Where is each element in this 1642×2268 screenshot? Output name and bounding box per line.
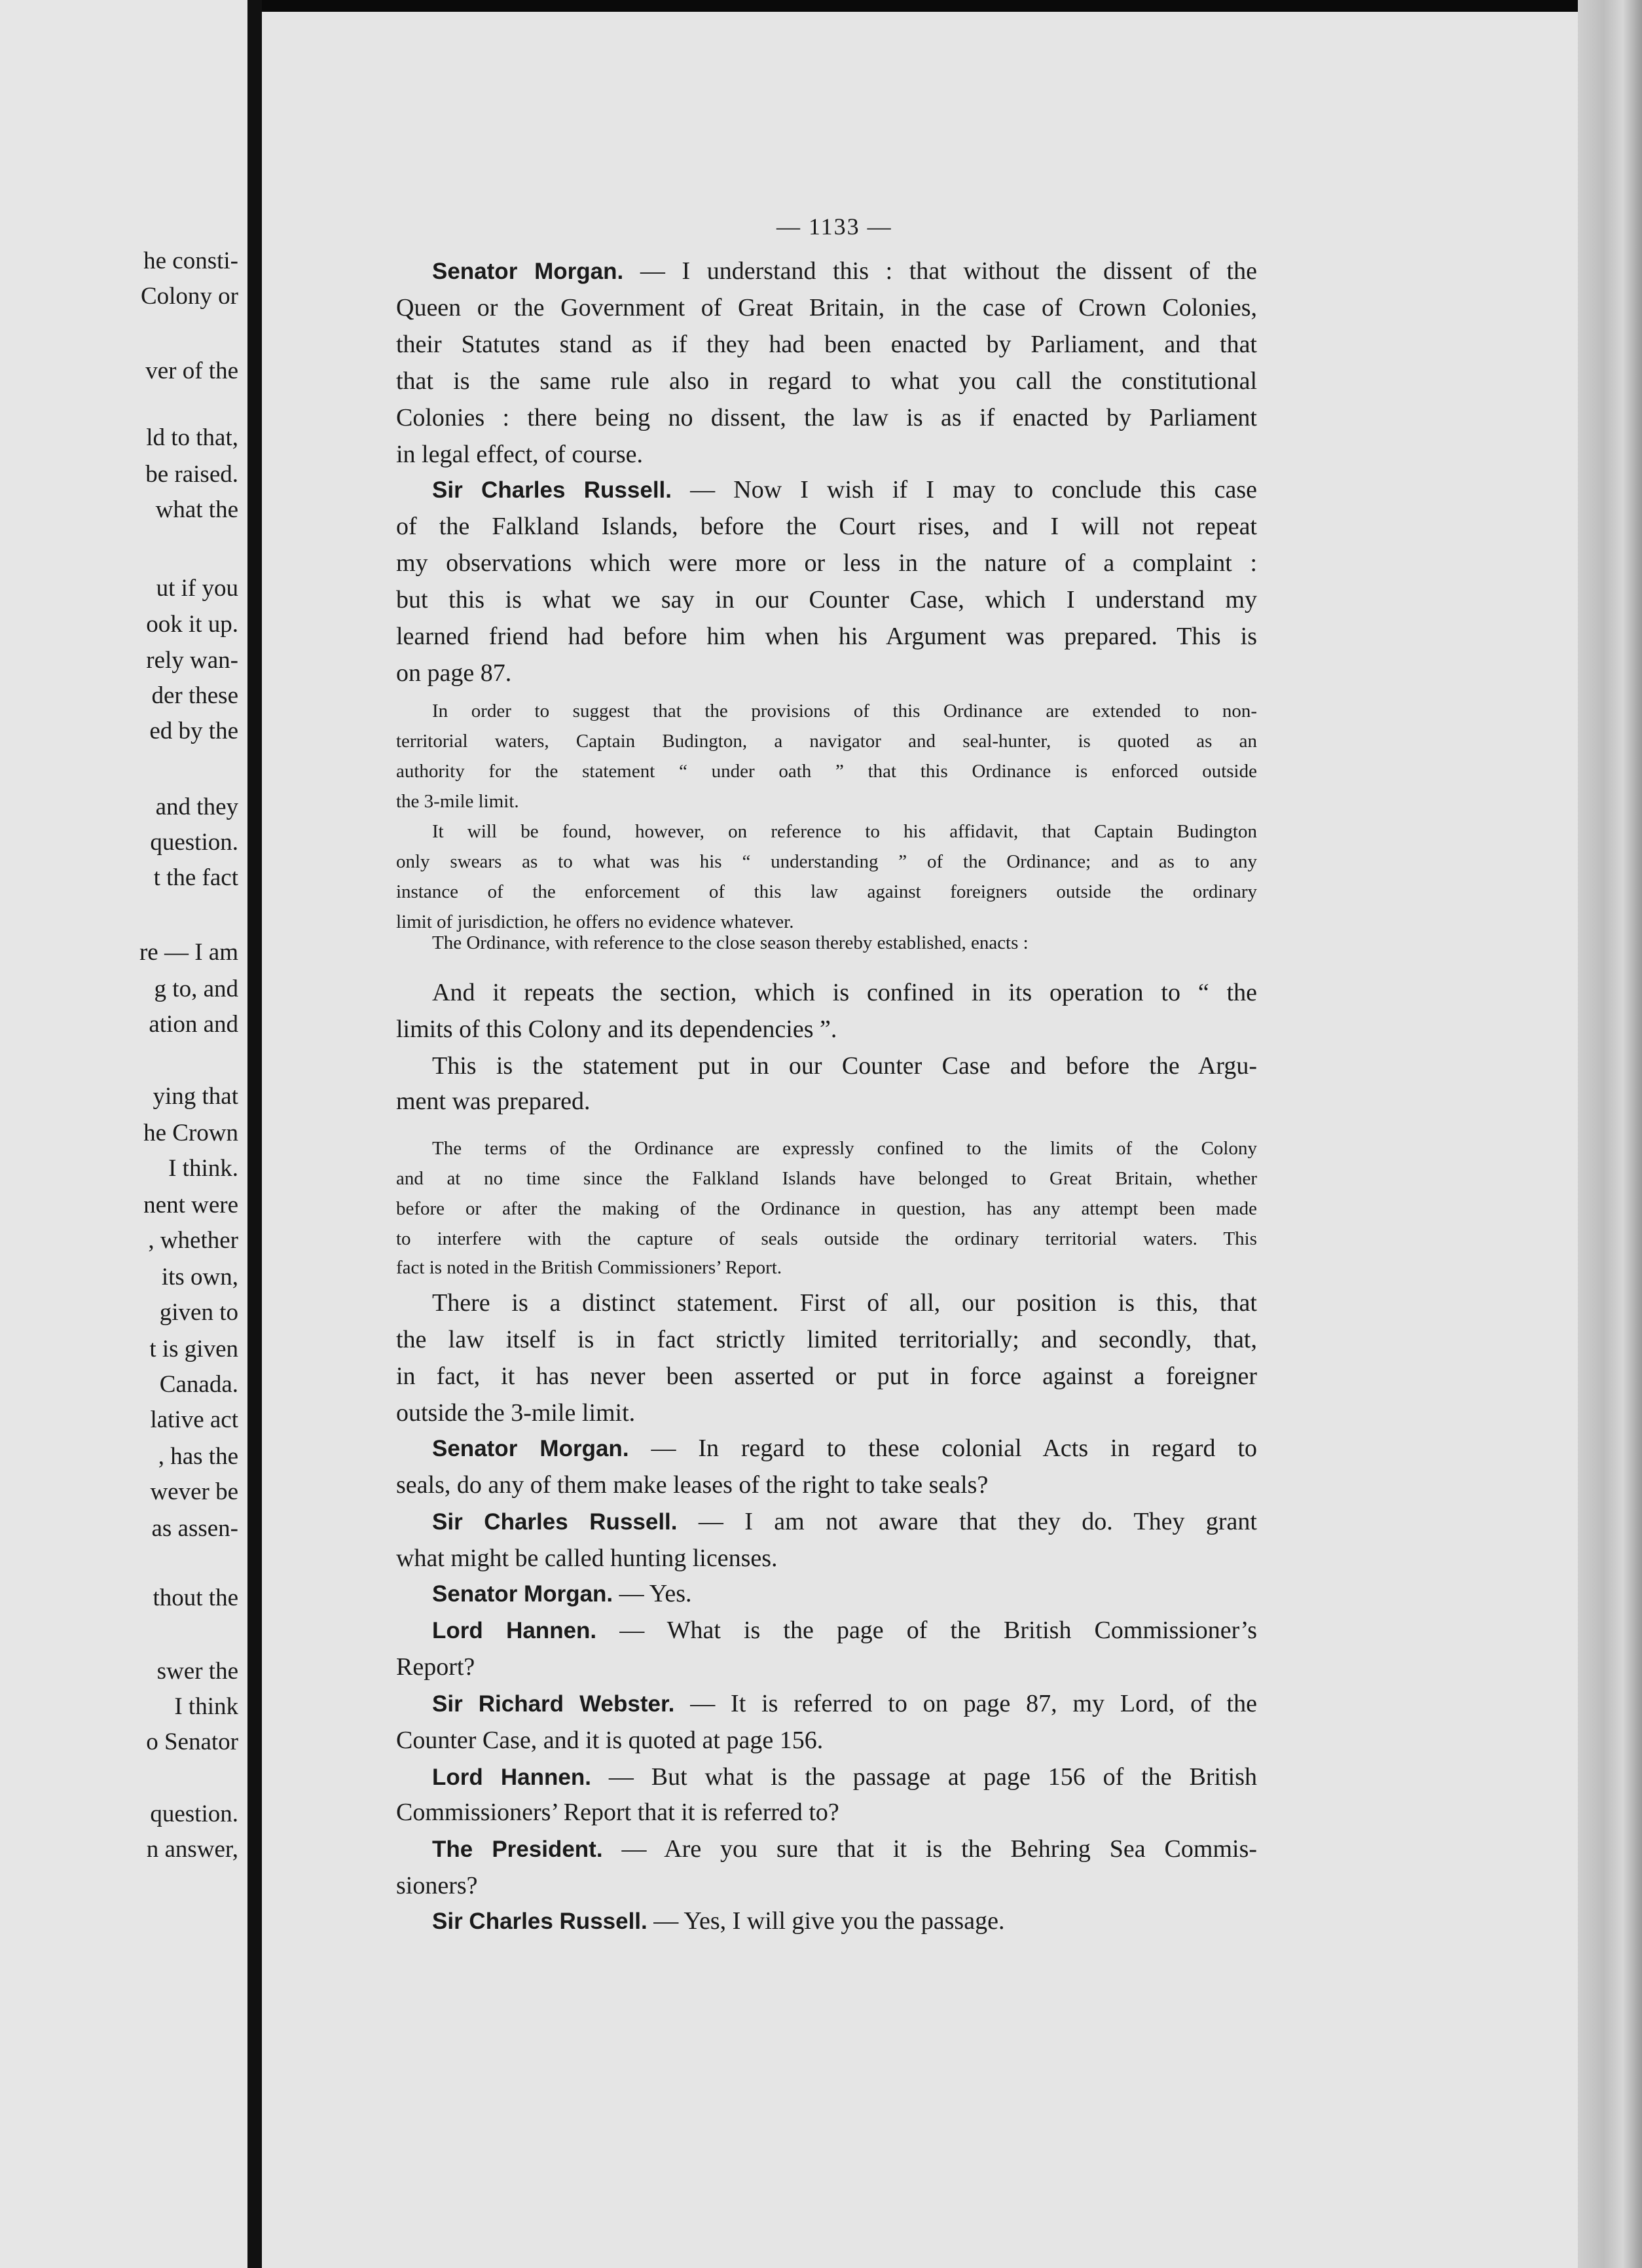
line-text: Commissioners’ Report that it is referred to? <box>396 1799 839 1826</box>
line-text: but this is what we say in our Counter Case, which I understand my <box>396 586 1257 613</box>
line-text: instance of the enforcement of this law against foreigners outside the ordinary <box>396 881 1257 902</box>
text-line <box>396 701 1257 722</box>
speaker-name: Sir Charles Russell. <box>432 477 672 503</box>
line-text: authority for the statement “ under oath ” that this Ordinance is enforced outside <box>396 761 1257 782</box>
left-page-line: , whether <box>148 1227 238 1254</box>
text-line <box>396 881 1257 903</box>
text-line <box>396 1052 1257 1080</box>
text-line <box>396 1257 1257 1279</box>
text-line <box>396 549 1257 577</box>
speaker-line <box>396 1616 1257 1645</box>
text-line <box>396 440 1257 469</box>
left-page-line: I think. <box>168 1155 238 1182</box>
speaker-line <box>396 1434 1257 1463</box>
text-line <box>396 293 1257 322</box>
text-line <box>396 851 1257 873</box>
book-gutter <box>247 0 262 2268</box>
left-page-line: ook it up. <box>146 611 238 638</box>
left-page-line: lative act <box>150 1406 238 1433</box>
line-text: the law itself is in fact strictly limited territorially; and secondly, that, <box>396 1326 1257 1353</box>
left-page-line: ed by the <box>149 718 238 744</box>
left-page-line: t the fact <box>153 864 238 891</box>
text-line <box>396 1198 1257 1220</box>
left-page-line: its own, <box>161 1264 238 1290</box>
speaker-name: Senator Morgan. <box>432 1581 613 1607</box>
left-page-line: he Crown <box>143 1120 238 1146</box>
speaker-name: Sir Richard Webster. <box>432 1691 675 1717</box>
left-page-line: ut if you <box>156 575 238 602</box>
line-text: learned friend had before him when his Argument was prepared. This is <box>396 623 1257 650</box>
line-text: — Yes. <box>613 1580 692 1607</box>
left-page-line: , has the <box>158 1443 238 1470</box>
text-line <box>396 622 1257 651</box>
line-text: Report? <box>396 1653 475 1681</box>
speaker-line <box>396 1579 1257 1608</box>
line-text: the 3-mile limit. <box>396 791 519 812</box>
line-text: in legal effect, of course. <box>396 441 644 468</box>
line-text: what might be called hunting licenses. <box>396 1545 778 1572</box>
line-text: fact is noted in the British Commissioners’ Report. <box>396 1257 782 1278</box>
text-line <box>396 932 1257 954</box>
text-line <box>396 330 1257 359</box>
left-page-line: n answer, <box>146 1836 238 1863</box>
left-page-line: der these <box>151 682 238 709</box>
line-text: outside the 3-mile limit. <box>396 1399 636 1427</box>
left-page-line: Canada. <box>159 1371 238 1398</box>
line-text: my observations which were more or less in the nature of a complaint : <box>396 549 1257 577</box>
left-page-line: rely wan- <box>146 647 238 674</box>
line-text: — In regard to these colonial Acts in regard to <box>629 1435 1258 1462</box>
text-line <box>396 791 1257 813</box>
speaker-name: Sir Charles Russell. <box>432 1909 648 1934</box>
left-page-line: ld to that, <box>146 424 238 451</box>
text-line <box>396 1871 1257 1900</box>
line-text: on page 87. <box>396 659 512 687</box>
line-text: — I understand this : that without the dissent of the <box>623 257 1257 285</box>
left-page-line: ation and <box>149 1011 238 1038</box>
speaker-line <box>396 257 1257 285</box>
line-text: ment was prepared. <box>396 1088 591 1115</box>
left-page-line: nent were <box>143 1192 238 1218</box>
speaker-name: Senator Morgan. <box>432 1436 629 1461</box>
text-line <box>396 1471 1257 1499</box>
left-page-line: o Senator <box>146 1728 238 1755</box>
speaker-line <box>396 1507 1257 1536</box>
left-page-line: he consti- <box>143 247 238 274</box>
text-line <box>396 585 1257 614</box>
line-text: — I am not aware that they do. They grant <box>677 1508 1257 1535</box>
text-line <box>396 1087 1257 1116</box>
text-line <box>396 761 1257 782</box>
line-text: their Statutes stand as if they had been enacted by Parliament, and that <box>396 331 1257 358</box>
line-text: in fact, it has never been asserted or put in force against a foreigner <box>396 1363 1257 1390</box>
text-line <box>396 1289 1257 1317</box>
left-page-line: as assen- <box>151 1515 238 1542</box>
text-line <box>396 1653 1257 1681</box>
left-page-fragment <box>0 0 247 2268</box>
line-text: And it repeats the section, which is confined in its operation to “ the <box>432 979 1257 1006</box>
text-line <box>396 1362 1257 1391</box>
text-line <box>396 1544 1257 1573</box>
line-text: — Yes, I will give you the passage. <box>647 1907 1005 1935</box>
line-text: sioners? <box>396 1872 478 1899</box>
left-page-line: given to <box>159 1299 238 1326</box>
left-page-line: question. <box>150 829 238 856</box>
left-page-line: and they <box>155 794 238 820</box>
text-line <box>396 821 1257 843</box>
line-text: limits of this Colony and its dependencies ”. <box>396 1015 837 1043</box>
left-page-line: wever be <box>150 1478 238 1505</box>
text-line <box>396 1325 1257 1354</box>
text-line <box>396 1168 1257 1190</box>
text-line <box>396 512 1257 541</box>
text-line <box>396 367 1257 395</box>
line-text: This is the statement put in our Counter Case and before the Argu- <box>432 1052 1257 1080</box>
line-text: limit of jurisdiction, he offers no evidence whatever. <box>396 911 794 932</box>
text-line <box>396 731 1257 752</box>
line-text: territorial waters, Captain Budington, a navigator and seal-hunter, is quoted as an <box>396 731 1257 752</box>
speaker-name: Lord Hannen. <box>432 1618 597 1643</box>
line-text: There is a distinct statement. First of all, our position is this, that <box>432 1289 1257 1317</box>
line-text: In order to suggest that the provisions of this Ordinance are extended to non- <box>432 701 1257 722</box>
line-text: before or after the making of the Ordinance in question, has any attempt been made <box>396 1198 1257 1219</box>
line-text: Colonies : there being no dissent, the law is as if enacted by Parliament <box>396 404 1257 431</box>
left-page-line: question. <box>150 1801 238 1827</box>
line-text: only swears as to what was his “ understanding ” of the Ordinance; and as to any <box>396 851 1257 872</box>
line-text: and at no time since the Falkland Islands have belonged to Great Britain, whether <box>396 1168 1257 1189</box>
left-page-line: what the <box>155 496 238 523</box>
text-line <box>396 1798 1257 1827</box>
line-text: — But what is the passage at page 156 of the British <box>591 1763 1257 1791</box>
left-page-line: swer the <box>156 1658 238 1685</box>
speaker-line <box>396 1835 1257 1863</box>
speaker-line <box>396 1689 1257 1718</box>
left-page-line: re — I am <box>139 939 238 966</box>
left-page-line: ying that <box>153 1083 238 1110</box>
transcript-body <box>396 0 1257 1964</box>
line-text: Counter Case, and it is quoted at page 156. <box>396 1727 824 1754</box>
speaker-line <box>396 475 1257 504</box>
text-line <box>396 911 1257 933</box>
left-page-line: t is given <box>149 1336 238 1363</box>
line-text: that is the same rule also in regard to what you call the constitutional <box>396 367 1257 395</box>
speaker-name: Sir Charles Russell. <box>432 1509 678 1535</box>
line-text: The Ordinance, with reference to the close season thereby established, enacts : <box>432 932 1029 953</box>
text-line <box>396 659 1257 687</box>
line-text: The terms of the Ordinance are expressly confined to the limits of the Colony <box>432 1138 1257 1159</box>
line-text: — It is referred to on page 87, my Lord, of the <box>674 1690 1257 1717</box>
left-page-line: thout the <box>153 1584 238 1611</box>
speaker-line <box>396 1763 1257 1791</box>
left-page-line: g to, and <box>154 976 238 1002</box>
left-page-line: ver of the <box>145 357 238 384</box>
line-text: — What is the page of the British Commissioner’s <box>596 1617 1257 1644</box>
line-text: of the Falkland Islands, before the Court rises, and I will not repeat <box>396 513 1257 540</box>
line-text: — Are you sure that it is the Behring Sea Commis- <box>602 1835 1258 1863</box>
text-line <box>396 978 1257 1007</box>
text-line <box>396 1726 1257 1755</box>
line-text: It will be found, however, on reference to his affidavit, that Captain Budington <box>432 821 1257 842</box>
text-line <box>396 1399 1257 1427</box>
speaker-line <box>396 1907 1257 1935</box>
speaker-name: Lord Hannen. <box>432 1765 591 1790</box>
line-text: — Now I wish if I may to conclude this case <box>672 476 1257 503</box>
left-page-line: be raised. <box>145 461 238 488</box>
page-edge <box>1578 0 1642 2268</box>
text-line <box>396 403 1257 432</box>
speaker-name: Senator Morgan. <box>432 259 624 284</box>
left-page-line: I think <box>174 1693 238 1720</box>
left-page-line: Colony or <box>140 283 238 310</box>
text-line <box>396 1015 1257 1044</box>
line-text: seals, do any of them make leases of the right to take seals? <box>396 1471 989 1499</box>
page-number: — 1133 — <box>776 213 892 240</box>
line-text: to interfere with the capture of seals outside the ordinary territorial waters. This <box>396 1228 1257 1249</box>
line-text: Queen or the Government of Great Britain, in the case of Crown Colonies, <box>396 294 1257 321</box>
speaker-name: The President. <box>432 1837 603 1862</box>
text-line <box>396 1138 1257 1160</box>
text-line <box>396 1228 1257 1250</box>
